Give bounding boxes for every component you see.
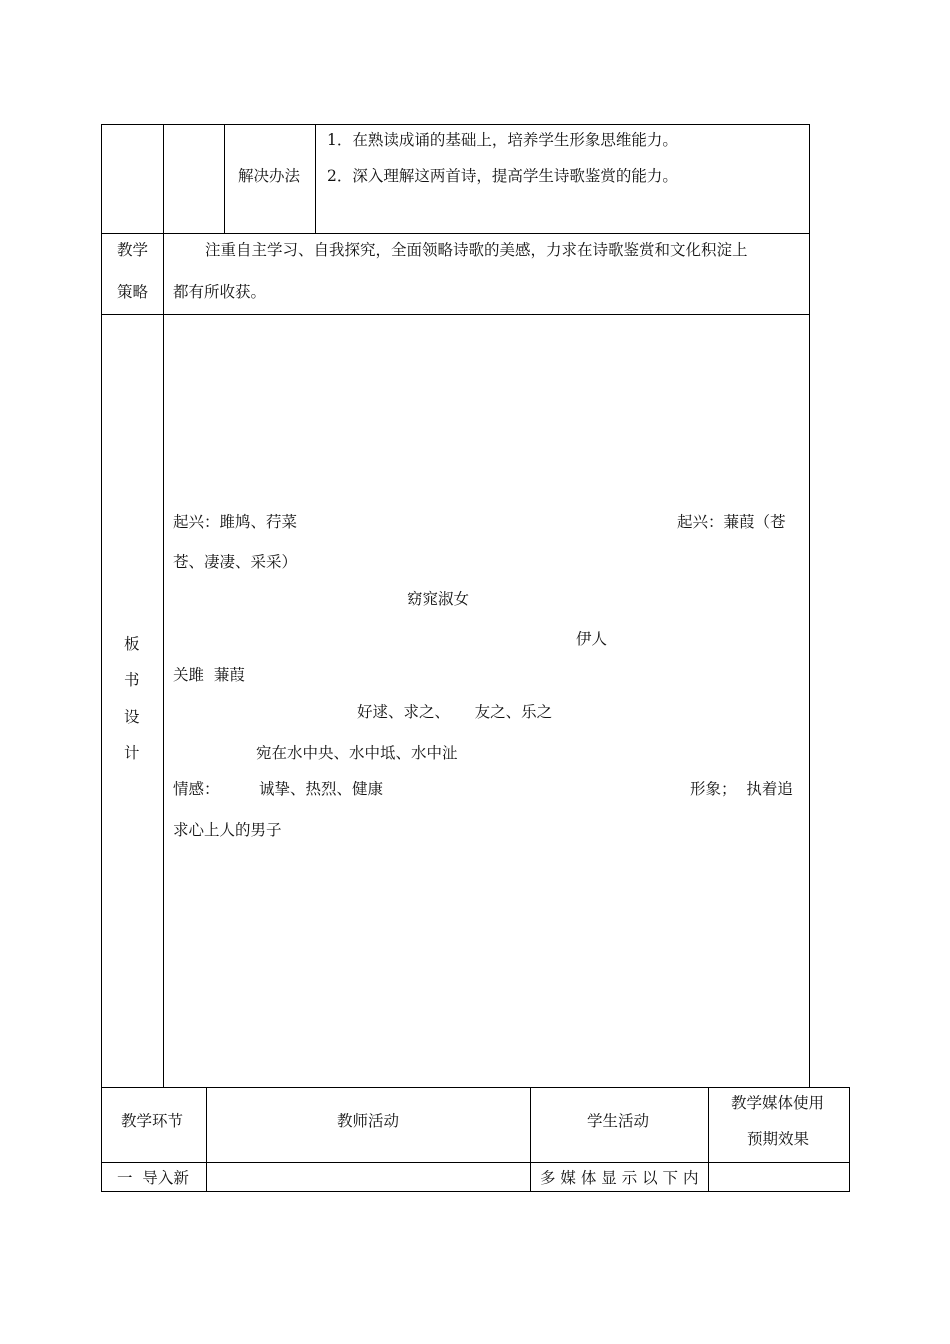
board-yiren: 伊人: [576, 630, 608, 648]
board-label-char-3: 设: [124, 708, 140, 726]
column-divider-label: [163, 124, 164, 1088]
strategy-label-line-2: 策略: [117, 283, 149, 301]
bottom-col-border-right: [849, 1087, 850, 1192]
table-border-top: [101, 124, 810, 125]
bottom-col-border-left: [101, 1087, 102, 1192]
board-qixing-right: 起兴：蒹葭（苍: [677, 513, 786, 531]
header-media-line-2: 预期效果: [747, 1130, 810, 1148]
board-label-char-2: 书: [124, 671, 140, 689]
bottom-col-divider-1: [206, 1087, 207, 1192]
column-divider-3: [315, 124, 316, 233]
board-label-char-1: 板: [124, 635, 140, 653]
board-image-continued: 求心上人的男子: [173, 821, 282, 839]
row-divider-strategy: [101, 314, 810, 315]
board-emotion-value: 诚挚、热烈、健康: [259, 780, 384, 798]
board-haoqiu: 好逑、求之、 友之、乐之: [357, 703, 553, 721]
board-image-label: 形象； 执着追: [690, 780, 793, 798]
bottom-table-border-bottom: [101, 1191, 850, 1192]
header-student-activity: 学生活动: [587, 1112, 650, 1130]
row1-student-activity: 多 媒 体 显 示 以 下 内: [540, 1169, 699, 1187]
strategy-text-line-1: 注重自主学习、自我探究，全面领略诗歌的美感，力求在诗歌鉴赏和文化积淀上: [205, 241, 748, 259]
solution-item-1: 1．在熟读成诵的基础上，培养学生形象思维能力。: [327, 131, 678, 149]
table-border-right: [809, 124, 810, 1088]
bottom-col-divider-3: [708, 1087, 709, 1192]
bottom-table-border-top: [101, 1087, 850, 1088]
board-emotion-label: 情感：: [173, 780, 220, 798]
board-qixing-continued: 苍、凄凄、采采）: [173, 553, 298, 571]
board-wanzai: 宛在水中央、水中坻、水中沚: [256, 744, 458, 762]
solution-label: 解决办法: [238, 167, 301, 185]
column-divider-2: [224, 124, 225, 233]
board-qixing-left: 起兴：雎鸠、荇菜: [173, 513, 298, 531]
header-teacher-activity: 教师活动: [337, 1112, 400, 1130]
solution-item-2: 2．深入理解这两首诗，提高学生诗歌鉴赏的能力。: [327, 167, 678, 185]
board-yaotiao: 窈窕淑女: [407, 590, 470, 608]
strategy-label-line-1: 教学: [117, 241, 149, 259]
bottom-table-header-divider: [101, 1162, 850, 1163]
header-stage: 教学环节: [121, 1112, 184, 1130]
bottom-col-divider-2: [530, 1087, 531, 1192]
strategy-text-line-2: 都有所收获。: [173, 283, 267, 301]
board-titles: 关雎 蒹葭: [173, 666, 245, 684]
row-divider-solution: [101, 233, 810, 234]
header-media-line-1: 教学媒体使用: [731, 1094, 825, 1112]
row1-stage: 一 导入新: [117, 1169, 189, 1187]
table-border-left: [101, 124, 102, 1088]
board-label-char-4: 计: [124, 744, 140, 762]
